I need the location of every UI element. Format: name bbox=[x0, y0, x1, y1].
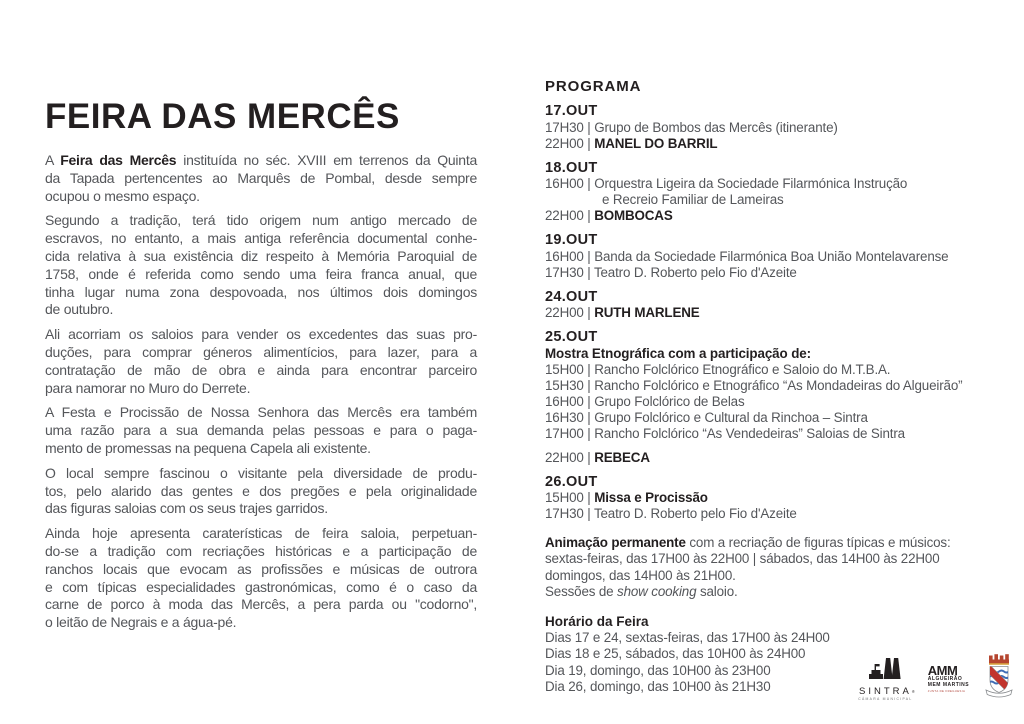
event-name: MANEL DO BARRIL bbox=[594, 135, 718, 151]
schedule-line: Dia 26, domingo, das 10H00 às 21H30 bbox=[545, 679, 771, 695]
program-day bbox=[545, 103, 1015, 152]
event-row: 22H00 | REBECA bbox=[545, 449, 650, 465]
event-time: 15H00 bbox=[545, 361, 584, 377]
sintra-logo-subtitle: CÂMARA MUNICIPAL bbox=[858, 697, 913, 701]
paragraph-line: do-se a tradição com recriações históricas e a participação de bbox=[45, 542, 477, 559]
program-day bbox=[545, 232, 1015, 281]
event-name: Banda da Sociedade Filarmónica Boa União Montelavarense bbox=[594, 248, 949, 264]
event-name: Grupo Folclórico e Cultural da Rinchoa – Sintra bbox=[594, 409, 868, 425]
event-row: 17H00 | Rancho Folclórico “As Vendedeiras” Saloias de Sintra bbox=[545, 425, 905, 441]
event-name: Rancho Folclórico e Etnográfico “As Mondadeiras do Algueirão” bbox=[594, 377, 963, 393]
paragraph-line: A Festa e Procissão de Nossa Senhora das Mercês era também bbox=[45, 404, 477, 421]
day-date: 24.OUT bbox=[545, 288, 598, 305]
sintra-palace-icon bbox=[866, 656, 904, 686]
event-time: 22H00 bbox=[545, 208, 584, 223]
event-row: 22H00 | RUTH MARLENE bbox=[545, 305, 700, 320]
event-time: 16H30 bbox=[545, 409, 584, 425]
paragraph-line: ranchos locais que evocam as profissões e músicas de outrora bbox=[45, 560, 477, 577]
animation-line: Animação permanente com a recriação de figuras típicas e músicos: bbox=[545, 535, 951, 550]
event-name: Grupo de Bombos das Mercês (itinerante) bbox=[594, 119, 838, 135]
animation-line: sextas-feiras, das 17H00 às 22H00 | sábados, das 14H00 às 22H00 bbox=[545, 551, 940, 567]
event-row: 22H00 | MANEL DO BARRIL bbox=[545, 135, 718, 151]
day-date: 19.OUT bbox=[545, 232, 598, 248]
paragraph-line: e com típicas especialidades gastronómicas, como é o caso da bbox=[45, 578, 477, 595]
paragraph-line: carne de porco à moda das Mercês, a pera parda ou "codorno", bbox=[45, 596, 477, 613]
event-row: 15H00 | Rancho Folclórico Etnográfico e Saloio do M.T.B.A. bbox=[545, 361, 891, 377]
schedule-line: Dias 17 e 24, sextas-feiras, das 17H00 às 24H00 bbox=[545, 630, 830, 646]
day-date: 26.OUT bbox=[545, 473, 598, 490]
paragraph-line: uma razão para a sua demanda pelas pessoas e para o paga- bbox=[45, 422, 477, 439]
event-time: 22H00 bbox=[545, 305, 584, 320]
animation-block bbox=[545, 535, 1015, 600]
day-date: 18.OUT bbox=[545, 159, 598, 176]
paragraph-line: das figuras saloias com os seus trajes garridos. bbox=[45, 500, 328, 517]
amm-logo-monogram: AMM bbox=[927, 663, 958, 679]
article-column bbox=[45, 97, 477, 639]
paragraph-line: 1758, onde é referida como sendo uma feira franca anual, que bbox=[45, 265, 477, 282]
event-row: 16H00 | Grupo Folclórico de Belas bbox=[545, 393, 745, 409]
event-name: Teatro D. Roberto pelo Fio d'Azeite bbox=[593, 506, 797, 521]
event-name: Rancho Folclórico “As Vendedeiras” Saloias de Sintra bbox=[594, 425, 905, 441]
program-day bbox=[545, 329, 1015, 466]
paragraph-line: contratação de mão de obra e ainda para encontrar parceiro bbox=[45, 361, 477, 378]
event-time: 17H30 bbox=[545, 506, 584, 521]
event-time: 17H00 bbox=[545, 425, 584, 441]
paragraph-line: O local sempre fascinou o visitante pela diversidade de produ- bbox=[45, 464, 477, 481]
article-paragraphs bbox=[45, 152, 477, 632]
event-row: 17H30 | Grupo de Bombos das Mercês (itinerante) bbox=[545, 119, 838, 135]
program-day bbox=[545, 160, 1015, 225]
amm-logo: AMM ALGUEIRÃO MEM MARTINS JUNTA DE FREGUESIA bbox=[927, 663, 970, 693]
paragraph-line: A Feira das Mercês instituída no séc. XVIII em terrenos da Quinta bbox=[45, 152, 478, 168]
event-name: Rancho Folclórico Etnográfico e Saloio do M.T.B.A. bbox=[594, 361, 891, 377]
event-name: BOMBOCAS bbox=[594, 208, 673, 223]
event-row: 16H30 | Grupo Folclórico e Cultural da Rinchoa – Sintra bbox=[545, 409, 868, 425]
event-time: 22H00 bbox=[545, 135, 584, 151]
paragraph bbox=[45, 326, 477, 397]
event-time: 17H30 bbox=[545, 119, 584, 135]
day-date: 17.OUT bbox=[545, 103, 598, 119]
event-row: 17H30 | Teatro D. Roberto pelo Fio d'Azeite bbox=[545, 506, 797, 521]
paragraph-line: Ali acorriam os saloios para vender os excedentes das suas pro- bbox=[45, 326, 477, 343]
paragraph-line: ocupou o mesmo espaço. bbox=[45, 187, 200, 204]
crest-logo bbox=[982, 653, 1016, 705]
paragraph bbox=[45, 465, 477, 518]
page-title: FEIRA DAS MERCÊS bbox=[45, 97, 400, 136]
program-days bbox=[545, 103, 1015, 522]
animation-line: Sessões de show cooking saloio. bbox=[545, 583, 738, 599]
event-time: 15H30 bbox=[545, 377, 584, 393]
program-day bbox=[545, 474, 1015, 523]
event-name: REBECA bbox=[594, 449, 650, 465]
event-name: Teatro D. Roberto pelo Fio d'Azeite bbox=[593, 264, 797, 280]
paragraph bbox=[45, 212, 477, 319]
paragraph bbox=[45, 152, 477, 205]
event-name: Grupo Folclórico de Belas bbox=[594, 393, 745, 409]
day-note: Mostra Etnográfica com a participação de: bbox=[545, 345, 812, 361]
program-column bbox=[545, 78, 1015, 695]
event-name: RUTH MARLENE bbox=[594, 305, 700, 320]
schedule-line: Dias 18 e 25, sábados, das 10H00 às 24H00 bbox=[545, 646, 806, 662]
event-row: 16H00 | Orquestra Ligeira da Sociedade Filarmónica Instrução bbox=[545, 176, 908, 191]
event-time: 16H00 bbox=[545, 248, 584, 264]
day-date: 25.OUT bbox=[545, 329, 598, 345]
paragraph-line: Ainda hoje apresenta caraterísticas de feira saloia, perpetuan- bbox=[45, 525, 477, 542]
paragraph-line: Segundo a tradição, terá tido origem num antigo mercado de bbox=[45, 212, 477, 229]
event-row: 22H00 | BOMBOCAS bbox=[545, 208, 673, 223]
paragraph-line: para namorar no Muro do Derrete. bbox=[45, 379, 251, 396]
schedule-heading: Horário da Feira bbox=[545, 614, 649, 630]
event-row: 17H30 | Teatro D. Roberto pelo Fio d'Azeite bbox=[545, 264, 797, 280]
paragraph-line: tinha lugar numa zona despovoada, nos últimos dois domingos bbox=[45, 283, 477, 300]
paragraph-line: o leitão de Negrais e a água-pé. bbox=[45, 614, 237, 631]
animation-line: domingos, das 14H00 às 21H00. bbox=[545, 567, 736, 583]
event-row: 15H30 | Rancho Folclórico e Etnográfico “As Mondadeiras do Algueirão” bbox=[545, 377, 963, 393]
footer-logos bbox=[856, 653, 1016, 705]
paragraph-line: escravos, no entanto, a mais antiga referência documental conhe- bbox=[45, 230, 477, 247]
event-row: 15H00 | Missa e Procissão bbox=[545, 490, 708, 505]
program-day bbox=[545, 289, 1015, 322]
paragraph-line: de outubro. bbox=[45, 301, 114, 318]
event-name: Missa e Procissão bbox=[594, 490, 708, 505]
event-time: 17H30 bbox=[545, 264, 584, 280]
sintra-logo-name: SINTRA® bbox=[859, 686, 915, 697]
event-continuation: e Recreio Familiar de Lameiras bbox=[602, 192, 784, 207]
event-time: 16H00 bbox=[545, 393, 584, 409]
paragraph-line: tos, pelo alarido das gentes e dos pregões e pela originalidade bbox=[45, 482, 477, 499]
event-time: 15H00 bbox=[545, 490, 584, 505]
event-time: 16H00 bbox=[545, 176, 584, 191]
event-row: 16H00 | Banda da Sociedade Filarmónica Boa União Montelavarense bbox=[545, 248, 949, 264]
schedule-line: Dia 19, domingo, das 10H00 às 23H00 bbox=[545, 662, 771, 678]
program-heading: PROGRAMA bbox=[545, 78, 642, 95]
event-time: 22H00 bbox=[545, 449, 584, 465]
paragraph bbox=[45, 525, 477, 632]
paragraph bbox=[45, 404, 477, 457]
paragraph-line: duções, para comprar géneros alimentícios, para lazer, para a bbox=[45, 343, 477, 360]
paragraph-line: mento de promessas na pequena Capela ali existente. bbox=[45, 439, 371, 456]
event-name: Orquestra Ligeira da Sociedade Filarmónica Instrução bbox=[594, 176, 908, 191]
paragraph-line: cida relativa à sua existência diz respeito à Memória Paroquial de bbox=[45, 247, 477, 264]
sintra-logo bbox=[856, 656, 915, 702]
paragraph-line: da Tapada pertencentes ao Marquês de Pombal, desde sempre bbox=[45, 169, 477, 186]
crest-shield-icon bbox=[982, 653, 1016, 705]
